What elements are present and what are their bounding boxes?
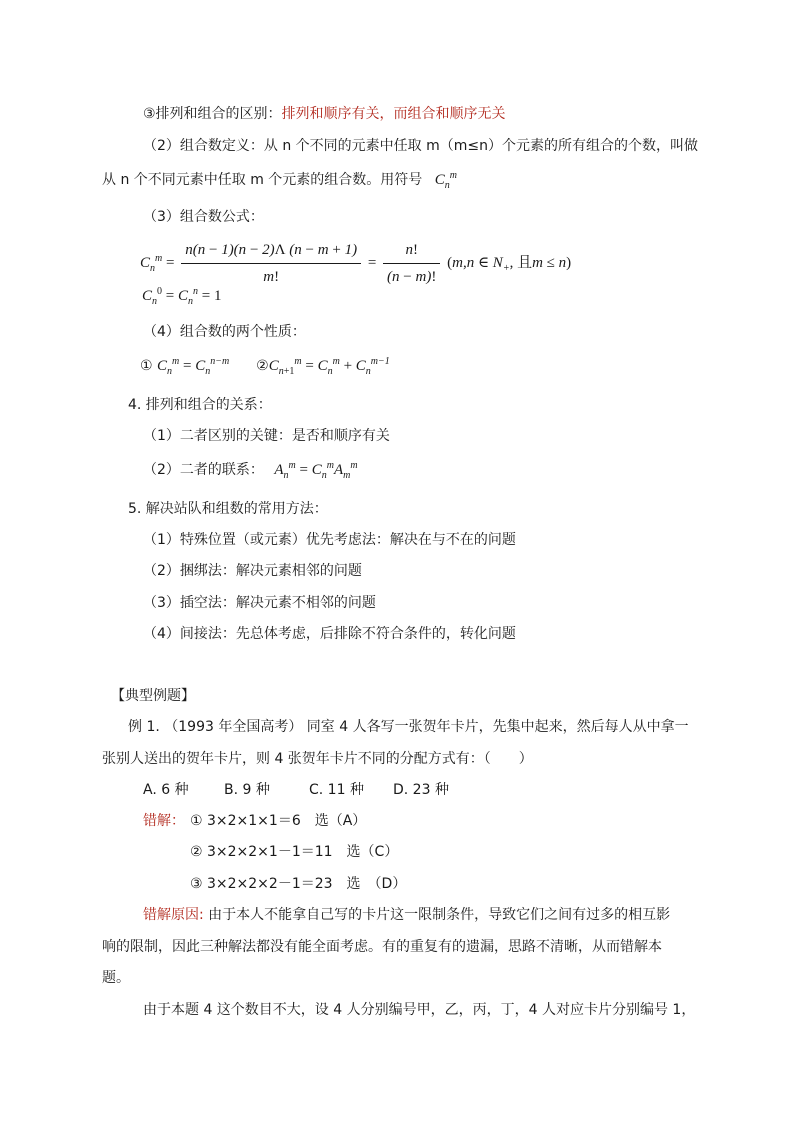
wrong-reason-line2: 响的限制，因此三种解法都没有能全面考虑。有的重复有的遗漏，思路不清晰，从而错解本 (102, 939, 662, 955)
wrong-solution: ② 3×2×2×1－1＝11 选（C） (190, 844, 399, 860)
item3-difference (143, 104, 506, 124)
wrong-solution: ③ 3×2×2×2－1＝23 选 （D） (190, 876, 407, 892)
example1-line1: 例 1. （1993 年全国高考） 同室 4 人各写一张贺年卡片，先集中起来，然后每人从中拿一 (128, 719, 689, 735)
combination-identity: $C_n^0 = C_n^n = 1$ (142, 286, 222, 307)
method-item: （3）插空法：解决元素不相邻的问题 (143, 595, 376, 611)
section4-item2: （2）二者的联系： $A_n^m = C_n^mA_m^m$ (143, 460, 358, 481)
combination-definition-line2: 从 n 个不同元素中任取 m 个元素的组合数。用符号 $C_n^m$ (102, 170, 458, 191)
wrong-solution: ① 3×2×1×1＝6 选（A） (190, 813, 367, 829)
property-pascal: $C_{n+1}^m = C_n^m + C_n^{m-1}$ (268, 356, 390, 377)
examples-heading: 【典型例题】 (111, 688, 195, 704)
option-c: C. 11 种 (309, 782, 364, 798)
combination-formula: $C_n^m$ = $\frac{n(n - 1)(n - 2)\Lambda (n - m + 1)}{m!}$ = $\frac{n!}{(n - m)!}$ (m,n ∈ $N_+$, 且m ≤ n) (140, 239, 571, 288)
wrong-reason-line3: 题。 (102, 970, 130, 986)
properties-title: （4）组合数的两个性质： (143, 324, 306, 340)
section5-title: 5. 解决站队和组数的常用方法： (128, 501, 328, 517)
section4-title: 4. 排列和组合的关系： (128, 397, 272, 413)
properties-formulas: ① $C_n^m = C_n^{n-m}$ $②C_{n+1}^m = C_n^m + C_n^{m-1}$ (140, 356, 390, 377)
item3-prefix: ③排列和组合的区别： (143, 106, 282, 122)
combination-symbol: $C_n^m$ (434, 170, 458, 191)
combination-definition-line1: （2）组合数定义：从 n 个不同的元素中任取 m（m≤n）个元素的所有组合的个数，叫做 (143, 138, 699, 154)
wrong-reason-line1: 错解原因: 由于本人不能拿自己写的卡片这一限制条件，导致它们之间有过多的相互影 (143, 907, 671, 923)
relation-formula: $A_n^m = C_n^mA_m^m$ (274, 460, 358, 481)
formula-title: （3）组合数公式： (143, 209, 264, 225)
option-d: D. 23 种 (393, 782, 449, 798)
section4-item1: （1）二者区别的关键：是否和顺序有关 (143, 428, 390, 444)
solution-intro: 由于本题 4 这个数目不大，设 4 人分别编号甲，乙，丙，丁，4 人对应卡片分别编号 1， (143, 1002, 696, 1018)
method-item: （4）间接法：先总体考虑，后排除不符合条件的，转化问题 (143, 626, 516, 642)
item3-emphasis: 排列和顺序有关，而组合和顺序无关 (281, 106, 506, 122)
method-item: （2）捆绑法：解决元素相邻的问题 (143, 563, 362, 579)
example1-line2: 张别人送出的贺年卡片，则 4 张贺年卡片不同的分配方式有：（ ） (102, 751, 533, 767)
wrong-solution-label: 错解： (143, 813, 185, 829)
option-b: B. 9 种 (224, 782, 270, 798)
method-item: （1）特殊位置（或元素）优先考虑法：解决在与不在的问题 (143, 532, 516, 548)
wrong-reason-label: 错解原因: (143, 907, 204, 923)
option-a: A. 6 种 (143, 782, 189, 798)
property-symmetry: $C_n^m = C_n^{n-m}$ (157, 356, 230, 377)
